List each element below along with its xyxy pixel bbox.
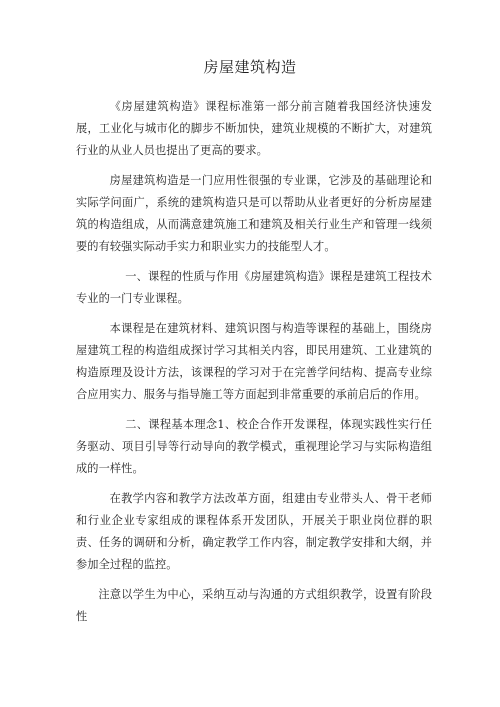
paragraph-course-nature: 一、课程的性质与作用《房屋建筑构造》课程是建筑工程技术专业的一门专业课程。: [76, 270, 432, 305]
paragraph-student-centered: 注意以学生为中心，采纳互动与沟通的方式组织教学，设置有阶段性: [76, 588, 432, 623]
document-title: 房屋建筑构造: [203, 58, 297, 76]
paragraph-preface: 《房屋建筑构造》课程标准第一部分前言随着我国经济快速发展，工业化与城市化的脚步不断加快，建筑业规模的不断扩大，对建筑行业的从业人员也提出了更高的要求。: [76, 100, 432, 157]
paragraph-course-philosophy: 二、课程基本理念1、校企合作开发课程，体现实践性实行任务驱动、项目引导等行动导向的教学模式，重视理论学习与实际构造组成的一样性。: [76, 418, 432, 475]
paragraph-teaching-reform: 在教学内容和教学方法改革方面，组建由专业带头人、骨干老师和行业企业专家组成的课程体系开发团队，开展关于职业岗位群的职责、任务的调研和分析，确定教学工作内容，制定教学安排和大纲，并参加全过程的监控。: [76, 492, 432, 571]
paragraph-course-overview: 房屋建筑构造是一门应用性很强的专业课，它涉及的基础理论和实际学问面广，系统的建筑构造只是可以帮助从业者更好的分析房屋建筑的构造组成，从而满意建筑施工和建筑及相关行业生产和管理一线须要的有较强实际动手实力和职业实力的技能型人才。: [76, 174, 432, 253]
document-body: [76, 96, 432, 636]
paragraph-course-basis: 本课程是在建筑材料、建筑识图与构造等课程的基础上，围绕房屋建筑工程的构造组成探讨学习其相关内容，即民用建筑、工业建筑的构造原理及设计方法，该课程的学习对于在完善学问结构、提高专业综合应用实力、服务与指导施工等方面起到非常重要的承前启后的作用。: [76, 322, 432, 401]
